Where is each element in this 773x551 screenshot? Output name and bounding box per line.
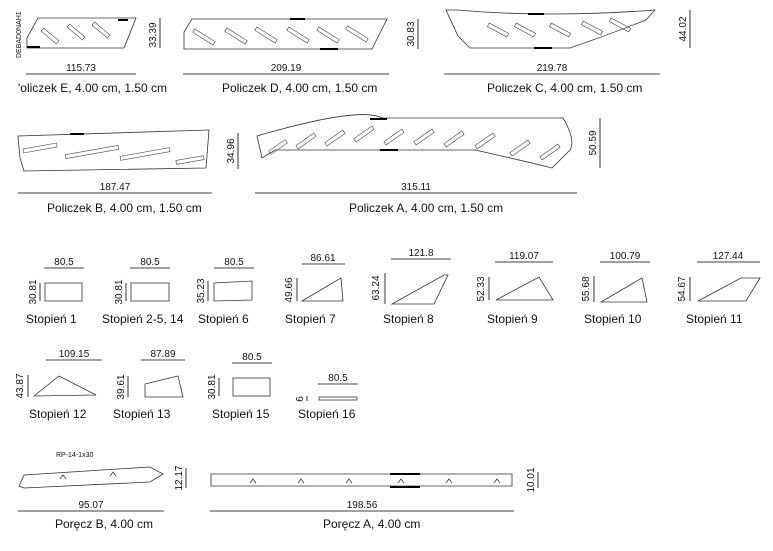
width-dim-label: 115.73: [66, 63, 96, 74]
step-caption: Stopień 11: [686, 312, 743, 326]
rail-post-mark: [298, 479, 304, 483]
step-outline: [302, 278, 343, 301]
step-slot: [255, 27, 277, 43]
height-dim-label: 10.01: [526, 467, 537, 493]
step-stopien-15: [207, 352, 272, 421]
step-slot: [540, 144, 560, 160]
width-dim-label: 80.5: [54, 257, 74, 268]
height-dim-label: 35.23: [196, 278, 207, 304]
step-slot: [414, 129, 434, 145]
step-stopien-6: [196, 257, 254, 326]
step-outline: [601, 278, 647, 302]
rail-outline: [211, 474, 512, 486]
height-dim-label: 52.33: [476, 276, 487, 302]
step-caption: Stopień 12: [29, 407, 87, 421]
height-dim-label: 6: [295, 396, 306, 402]
rail-caption: Poręcz A, 4.00 cm: [323, 517, 421, 531]
step-caption: Stopień 9: [487, 312, 538, 326]
step-slot: [23, 143, 57, 153]
step-slot-group: [193, 26, 368, 45]
step-stopien-16: [295, 373, 358, 421]
width-dim-label: 187.47: [99, 182, 131, 193]
step-slot: [120, 148, 170, 161]
width-dim-label: 80.5: [224, 257, 244, 268]
step-slot: [444, 131, 464, 147]
step-outline: [698, 278, 760, 301]
width-dim-label: 80.5: [140, 257, 160, 268]
height-dim-label: 30.83: [406, 21, 417, 47]
step-outline: [392, 275, 448, 304]
height-dim-label: 34.96: [226, 138, 237, 164]
step-outline: [319, 397, 357, 400]
width-dim-label: 87.89: [150, 349, 176, 360]
step-slot: [225, 28, 247, 44]
step-slot: [317, 27, 339, 43]
height-dim-label: 44.02: [678, 16, 689, 42]
height-dim-label: 12.17: [174, 465, 185, 491]
board-caption: 'oliczek E, 4.00 cm, 1.50 cm: [18, 81, 168, 95]
step-slot: [581, 21, 602, 35]
height-dim-label: 55.68: [581, 276, 592, 302]
step-stopien-13: [113, 349, 185, 421]
width-dim-label: 100.79: [609, 251, 641, 262]
step-outline: [34, 376, 96, 396]
step-slot-group: [23, 143, 204, 164]
board-policzek-b: [18, 130, 238, 215]
step-slot: [514, 23, 535, 37]
step-caption: Stopień 15: [212, 407, 270, 421]
step-caption: Stopień 8: [383, 312, 434, 326]
width-dim-label: 80.5: [328, 373, 348, 384]
board-caption: Policzek C, 4.00 cm, 1.50 cm: [487, 81, 643, 95]
step-stopien-7: [284, 253, 345, 326]
height-dim-label: 50.59: [588, 130, 599, 156]
board-caption: Policzek B, 4.00 cm, 1.50 cm: [47, 201, 202, 215]
step-stopien-2-5-14: [102, 257, 184, 326]
step-stopien-10: [581, 251, 650, 326]
rail-post-mark: [250, 479, 256, 483]
rail-post-mark: [398, 479, 404, 483]
height-dim-label: 43.87: [15, 373, 26, 399]
width-dim-label: 198.56: [346, 500, 378, 511]
rail-post-mark: [346, 479, 352, 483]
height-dim-label: 63.24: [371, 275, 382, 301]
rail-post-mark: [494, 479, 500, 483]
width-dim-label: 109.15: [58, 349, 90, 360]
width-dim-label: 119.07: [509, 251, 539, 262]
rail-outline: [19, 467, 163, 488]
width-dim-label: 127.44: [712, 251, 744, 262]
rail-porecz-b: [18, 452, 186, 531]
step-slot: [176, 156, 204, 165]
step-slot: [41, 28, 59, 44]
step-outline: [45, 283, 82, 301]
step-outline: [131, 283, 169, 301]
step-stopien-1: [26, 257, 84, 326]
step-caption: Stopień 13: [113, 407, 171, 421]
width-dim-label: 219.78: [536, 63, 568, 74]
step-slot: [92, 22, 110, 38]
rail-caption: Poręcz B, 4.00 cm: [55, 517, 154, 531]
width-dim-label: 86.61: [310, 253, 336, 264]
step-slot: [296, 133, 316, 149]
step-slot: [475, 133, 495, 149]
step-caption: Stopień 1: [26, 312, 77, 326]
board-policzek-a: [255, 115, 600, 215]
step-outline: [214, 281, 252, 301]
step-caption: Stopień 7: [285, 312, 336, 326]
height-dim-label: 30.81: [28, 279, 39, 305]
step-caption: Stopień 6: [198, 312, 249, 326]
rail-note: RP-14-1x30: [56, 452, 94, 459]
step-slot: [325, 130, 345, 146]
board-outline: [184, 19, 387, 49]
step-slot-group: [269, 126, 560, 160]
step-slot-group: [41, 22, 110, 44]
width-dim-label: 209.19: [270, 63, 302, 74]
step-slot: [346, 26, 368, 42]
width-dim-label: 315.11: [401, 182, 431, 193]
board-policzek-d: [183, 19, 418, 95]
step-caption: Stopień 2-5, 14: [102, 312, 184, 326]
step-stopien-9: [476, 251, 553, 326]
step-outline: [145, 376, 183, 397]
height-dim-label: 30.81: [114, 279, 125, 305]
rail-porecz-a: [210, 467, 538, 531]
step-slot: [65, 145, 119, 158]
rail-post-mark: [60, 475, 66, 479]
width-dim-label: 95.07: [78, 500, 104, 511]
step-slot: [384, 129, 404, 145]
height-dim-label: 39.61: [116, 374, 127, 400]
rail-post-mark: [446, 479, 452, 483]
width-dim-label: 121.8: [408, 248, 434, 259]
board-caption: Policzek D, 4.00 cm, 1.50 cm: [222, 81, 378, 95]
step-stopien-8: [371, 248, 451, 326]
board-side-note: DEBAD0NAH1: [16, 11, 23, 58]
step-slot: [193, 29, 215, 45]
board-caption: Policzek A, 4.00 cm, 1.50 cm: [349, 201, 504, 215]
height-dim-label: 30.81: [207, 374, 218, 400]
width-dim-label: 80.5: [242, 352, 262, 363]
step-slot: [354, 126, 374, 142]
step-slot: [287, 27, 309, 43]
step-caption: Stopień 16: [298, 407, 356, 421]
step-stopien-12: [15, 349, 102, 421]
board-policzek-c: [444, 10, 690, 95]
height-dim-label: 49.66: [284, 277, 295, 303]
board-policzek-e: [16, 11, 167, 95]
height-dim-label: 33.39: [148, 22, 159, 48]
step-slot: [549, 23, 570, 37]
rail-post-mark: [110, 472, 116, 476]
step-slot: [487, 23, 508, 37]
height-dim-label: 54.67: [677, 276, 688, 302]
step-stopien-11: [677, 251, 760, 326]
step-outline: [496, 277, 553, 300]
step-caption: Stopień 10: [584, 312, 642, 326]
step-slot: [67, 24, 85, 40]
step-outline: [233, 378, 270, 396]
step-slot: [510, 140, 530, 156]
